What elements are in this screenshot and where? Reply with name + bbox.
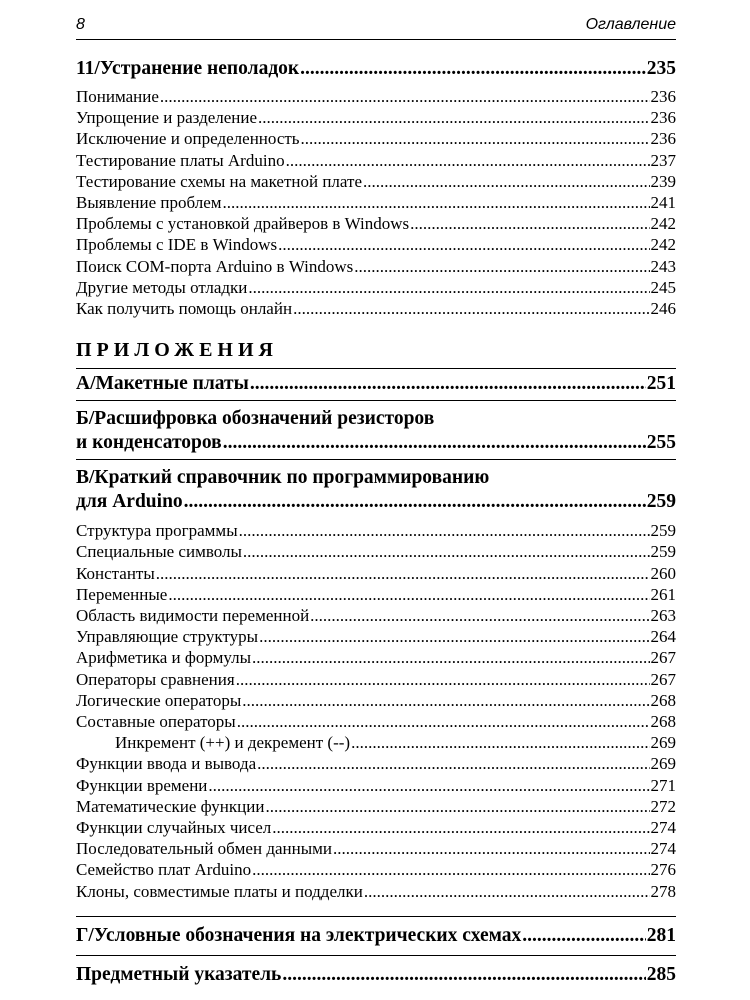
item-page: 268 — [650, 690, 676, 710]
toc-item[interactable] — [76, 753, 676, 774]
item-title: Функции времени — [76, 775, 208, 795]
item-title: Исключение и определенность — [76, 129, 300, 149]
item-page: 259 — [650, 542, 676, 562]
toc-item[interactable] — [76, 584, 676, 605]
item-page: 272 — [650, 796, 676, 816]
dot-leader — [293, 298, 649, 319]
toc-item[interactable] — [76, 213, 676, 234]
dot-leader — [239, 520, 650, 541]
appendix-title-line2: для Arduino — [76, 491, 183, 513]
table-of-contents — [76, 57, 676, 987]
dot-leader — [278, 234, 649, 255]
dot-leader — [242, 690, 649, 711]
item-page: 237 — [650, 150, 676, 170]
item-page: 269 — [650, 733, 676, 753]
toc-item[interactable] — [76, 520, 676, 541]
dot-leader — [243, 541, 650, 562]
item-page: 267 — [650, 648, 676, 668]
dot-leader — [301, 128, 650, 149]
item-page: 241 — [650, 193, 676, 213]
item-page: 239 — [650, 171, 676, 191]
item-page: 274 — [650, 818, 676, 838]
page-header — [76, 15, 676, 40]
toc-chapter-11[interactable] — [76, 57, 676, 81]
item-title: Функции случайных чисел — [76, 818, 272, 838]
item-title: Понимание — [76, 87, 159, 106]
toc-item[interactable] — [76, 605, 676, 626]
dot-leader — [272, 817, 649, 838]
toc-item[interactable] — [76, 859, 676, 880]
dot-leader — [252, 647, 649, 668]
item-page: 278 — [650, 881, 676, 901]
toc-appendix-a[interactable] — [76, 372, 676, 396]
dot-leader — [208, 775, 649, 796]
toc-index[interactable] — [76, 963, 676, 987]
dot-leader — [282, 963, 645, 987]
item-title: Операторы сравнения — [76, 669, 235, 689]
item-title: Область видимости переменной — [76, 606, 310, 626]
toc-item[interactable] — [76, 541, 676, 562]
toc-appendix-b[interactable] — [76, 407, 676, 455]
item-page: 243 — [650, 256, 676, 276]
item-title: Проблемы с IDE в Windows — [76, 235, 278, 255]
item-page: 245 — [650, 277, 676, 297]
dot-leader — [250, 372, 646, 396]
divider — [76, 955, 676, 956]
dot-leader — [258, 107, 649, 128]
item-page: 268 — [650, 712, 676, 732]
item-page: 236 — [650, 87, 676, 106]
item-page: 236 — [650, 129, 676, 149]
appendix-title-line2: и конденсаторов — [76, 432, 222, 454]
toc-item[interactable] — [76, 234, 676, 255]
dot-leader — [168, 584, 649, 605]
header-title: Оглавление — [585, 16, 676, 33]
toc-item[interactable] — [76, 192, 676, 213]
item-title: Тестирование схемы на макетной плате — [76, 171, 362, 191]
item-title: Управляющие структуры — [76, 627, 259, 647]
item-title: Константы — [76, 563, 155, 583]
toc-item[interactable] — [76, 775, 676, 796]
item-title: Последовательный обмен данными — [76, 839, 332, 859]
toc-subitem[interactable] — [76, 732, 676, 753]
divider — [76, 916, 676, 917]
toc-item[interactable] — [76, 171, 676, 192]
appendix-title-line1: Б/Расшифровка обозначений резисторов — [76, 408, 435, 430]
dot-leader — [156, 563, 650, 584]
item-page: 259 — [650, 521, 676, 541]
item-page: 274 — [650, 839, 676, 859]
appendix-page: 251 — [646, 373, 676, 395]
dot-leader — [160, 86, 650, 107]
item-page: 246 — [650, 299, 676, 319]
toc-item[interactable] — [76, 256, 676, 277]
item-title: Проблемы с установкой драйверов в Windows — [76, 214, 410, 234]
item-title: Другие методы отладки — [76, 277, 248, 297]
dot-leader — [237, 711, 650, 732]
item-title: Упрощение и разделение — [76, 108, 258, 128]
item-page: 242 — [650, 214, 676, 234]
item-page: 263 — [650, 606, 676, 626]
dot-leader — [522, 924, 645, 948]
item-page: 269 — [650, 754, 676, 774]
item-title: Структура программы — [76, 521, 238, 541]
item-title: Выявление проблем — [76, 193, 222, 213]
toc-item[interactable] — [76, 298, 676, 319]
dot-leader — [236, 669, 650, 690]
appendix-title-line1: В/Краткий справочник по программированию — [76, 467, 490, 489]
item-page: 271 — [650, 775, 676, 795]
dot-leader — [300, 57, 646, 81]
divider — [76, 459, 676, 460]
item-title: Клоны, совместимые платы и подделки — [76, 881, 363, 901]
toc-appendix-c[interactable] — [76, 466, 676, 514]
appendix-page: 259 — [646, 491, 676, 513]
toc-item[interactable] — [76, 711, 676, 732]
item-title: Поиск COM-порта Arduino в Windows — [76, 256, 354, 276]
toc-item[interactable] — [76, 647, 676, 668]
toc-item[interactable] — [76, 669, 676, 690]
toc-item[interactable] — [76, 796, 676, 817]
dot-leader — [223, 431, 646, 455]
item-title: Семейство плат Arduino — [76, 860, 252, 880]
dot-leader — [333, 838, 650, 859]
item-title: Как получить помощь онлайн — [76, 299, 293, 319]
item-page: 264 — [650, 627, 676, 647]
appendix-title: Г/Условные обозначения на электрических схемах — [76, 924, 522, 946]
appendix-page: 255 — [646, 432, 676, 454]
dot-leader — [364, 881, 650, 902]
item-title: Составные операторы — [76, 712, 236, 732]
chapter-title: 11/Устранение неполадок — [76, 58, 300, 79]
item-title: Переменные — [76, 584, 168, 604]
toc-item[interactable] — [76, 626, 676, 647]
toc-item[interactable] — [76, 107, 676, 128]
dot-leader — [223, 192, 650, 213]
dot-leader — [265, 796, 649, 817]
dot-leader — [184, 490, 646, 514]
toc-item[interactable] — [76, 817, 676, 838]
toc-item[interactable] — [76, 86, 676, 107]
item-title: Специальные символы — [76, 542, 242, 562]
dot-leader — [252, 859, 649, 880]
item-page: 242 — [650, 235, 676, 255]
divider — [76, 368, 676, 369]
toc-item[interactable] — [76, 150, 676, 171]
appendix-page: 281 — [646, 924, 676, 946]
item-page: 276 — [650, 860, 676, 880]
header-page-number: 8 — [76, 16, 85, 33]
dot-leader — [310, 605, 649, 626]
dot-leader — [354, 256, 649, 277]
chapter-page: 235 — [646, 58, 676, 79]
appendix-c-items — [76, 520, 676, 902]
index-title: Предметный указатель — [76, 963, 282, 985]
toc-item[interactable] — [76, 277, 676, 298]
toc-item[interactable] — [76, 563, 676, 584]
appendix-title: А/Макетные платы — [76, 373, 249, 395]
dot-leader — [257, 753, 649, 774]
item-page: 236 — [650, 108, 676, 128]
dot-leader — [248, 277, 649, 298]
item-page: 260 — [650, 563, 676, 583]
item-title: Инкремент (++) и декремент (--) — [115, 733, 351, 753]
toc-item[interactable] — [76, 881, 676, 902]
toc-item[interactable] — [76, 128, 676, 149]
toc-item[interactable] — [76, 838, 676, 859]
appendices-heading: ПРИЛОЖЕНИЯ — [76, 339, 278, 362]
chapter-11-items — [76, 86, 676, 319]
item-title: Арифметика и формулы — [76, 648, 252, 668]
item-page: 267 — [650, 669, 676, 689]
dot-leader — [259, 626, 649, 647]
divider — [76, 400, 676, 401]
toc-item[interactable] — [76, 690, 676, 711]
item-page: 261 — [650, 584, 676, 604]
item-title: Логические операторы — [76, 690, 242, 710]
toc-appendix-d[interactable] — [76, 924, 676, 948]
dot-leader — [410, 213, 649, 234]
dot-leader — [363, 171, 650, 192]
item-title: Тестирование платы Arduino — [76, 150, 285, 170]
item-title: Математические функции — [76, 796, 265, 816]
dot-leader — [286, 150, 650, 171]
index-page: 285 — [646, 963, 676, 985]
item-title: Функции ввода и вывода — [76, 754, 257, 774]
dot-leader — [351, 732, 649, 753]
